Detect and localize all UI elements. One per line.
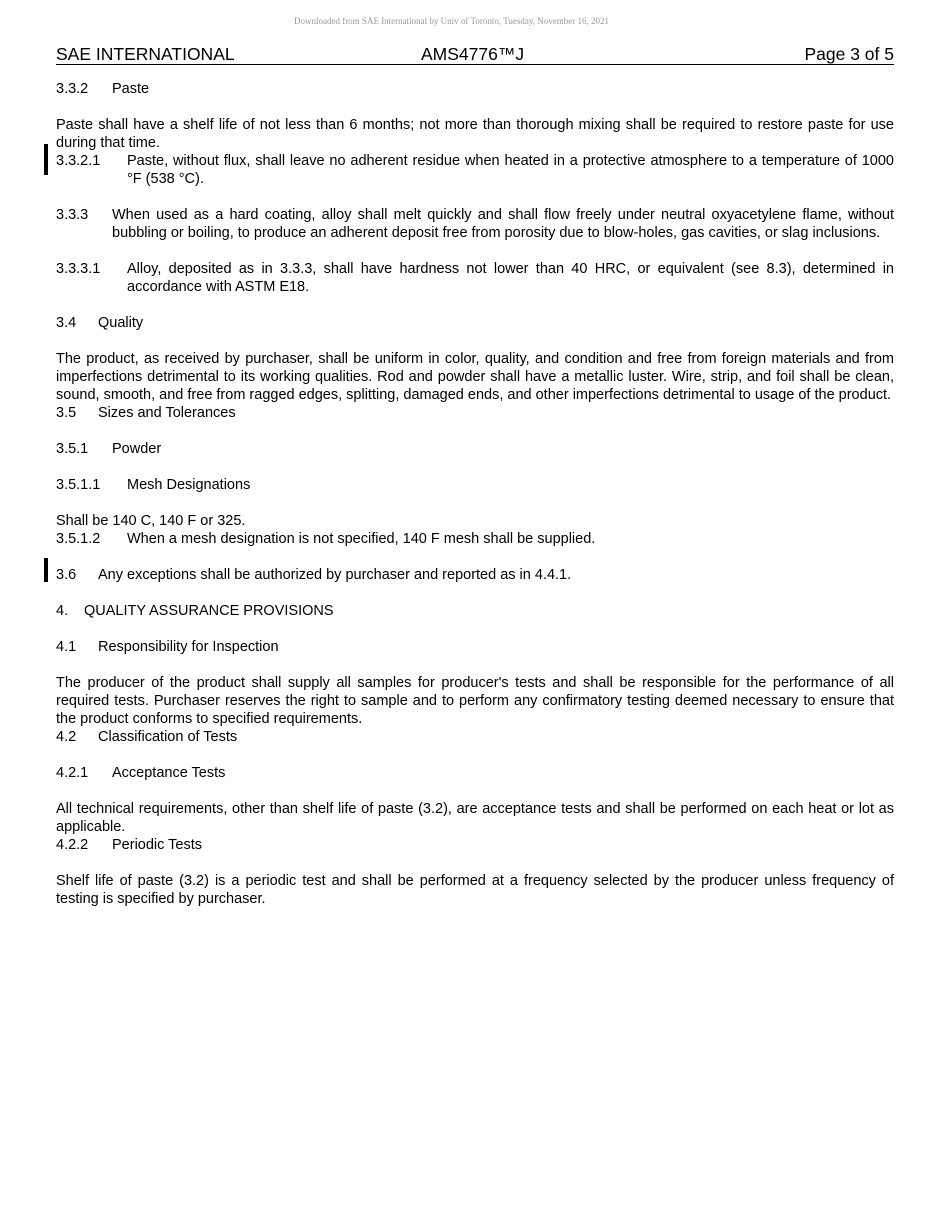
- clause-text: Any exceptions shall be authorized by purchaser and reported as in 4.4.1.: [98, 567, 572, 583]
- section-number: 3.3.3.1: [56, 261, 101, 277]
- heading-3-5-1: [56, 440, 894, 458]
- paragraph-4-2-1: All technical requirements, other than shelf life of paste (3.2), are acceptance tests and shall be performed on each heat or lot as applicable.: [56, 801, 894, 835]
- heading-3-5: [56, 404, 894, 422]
- revision-change-bar: [44, 144, 48, 175]
- section-title: Acceptance Tests: [112, 765, 226, 781]
- heading-4-2-2: [56, 836, 894, 854]
- clause-3-3-2-1: [56, 152, 894, 188]
- section-number: 3.3.2: [56, 81, 89, 97]
- section-title: Sizes and Tolerances: [98, 405, 236, 421]
- heading-3-5-1-1: [56, 476, 894, 494]
- paragraph-3-4: The product, as received by purchaser, shall be uniform in color, quality, and condition and free from foreign materials and from imperfections detrimental to its working qualities. Rod and powder shall have a metallic luster. Wire, strip, and foil shall be clean, sound, smooth, and free from ragged edges, splitting, damaged ends, and other imperfections detrimental to usage of the product.: [56, 351, 894, 403]
- clause-3-5-1-2: [56, 530, 894, 548]
- heading-4-2: [56, 728, 894, 746]
- section-number: 4.: [56, 603, 69, 619]
- section-number: 4.2.1: [56, 765, 89, 781]
- header-organization: SAE INTERNATIONAL: [56, 44, 235, 64]
- section-title: QUALITY ASSURANCE PROVISIONS: [84, 603, 334, 619]
- heading-3-4: [56, 314, 894, 332]
- section-number: 3.3.3: [56, 207, 89, 223]
- section-title: Mesh Designations: [127, 477, 251, 493]
- section-number: 4.2: [56, 729, 77, 745]
- page-header: [56, 44, 894, 65]
- section-title: Paste: [112, 81, 150, 97]
- heading-4-1: [56, 638, 894, 656]
- header-page-number: Page 3 of 5: [804, 44, 894, 64]
- section-title: Powder: [112, 441, 162, 457]
- clause-3-6: [56, 566, 894, 584]
- paragraph-3-3-2: Paste shall have a shelf life of not less than 6 months; not more than thorough mixing shall be required to restore paste for use during that time.: [56, 117, 894, 151]
- heading-4-2-1: [56, 764, 894, 782]
- section-number: 3.5: [56, 405, 77, 421]
- section-number: 3.3.2.1: [56, 153, 101, 169]
- paragraph-4-2-2: Shelf life of paste (3.2) is a periodic test and shall be performed at a frequency selected by the producer unless frequency of testing is specified by purchaser.: [56, 873, 894, 907]
- section-number: 3.4: [56, 315, 77, 331]
- section-title: Responsibility for Inspection: [98, 639, 279, 655]
- section-title: Quality: [98, 315, 144, 331]
- paragraph-3-5-1-1: Shall be 140 C, 140 F or 325.: [56, 513, 246, 529]
- section-number: 3.5.1.1: [56, 477, 101, 493]
- section-number: 4.2.2: [56, 837, 89, 853]
- revision-change-bar: [44, 558, 48, 582]
- paragraph-4-1: The producer of the product shall supply all samples for producer's tests and shall be responsible for the performance of all required tests. Purchaser reserves the right to sample and to perform any confirmatory testing deemed necessary to ensure that the product conforms to specified requirements.: [56, 675, 894, 727]
- clause-text: When used as a hard coating, alloy shall melt quickly and shall flow freely under neutral oxyacetylene flame, without bubbling or boiling, to produce an adherent deposit free from porosity due to blow-holes, gas cavities, or slag inclusions.: [112, 207, 894, 241]
- section-number: 4.1: [56, 639, 77, 655]
- section-title: Periodic Tests: [112, 837, 202, 853]
- section-title: Classification of Tests: [98, 729, 238, 745]
- heading-4: [56, 602, 894, 620]
- header-document-id: AMS4776™J: [421, 44, 525, 64]
- document-body: [56, 80, 894, 908]
- clause-text: When a mesh designation is not specified, 140 F mesh shall be supplied.: [127, 531, 596, 547]
- section-number: 3.6: [56, 567, 77, 583]
- clause-3-3-3: [56, 206, 894, 242]
- clause-3-3-3-1: [56, 260, 894, 296]
- section-number: 3.5.1.2: [56, 531, 101, 547]
- section-number: 3.5.1: [56, 441, 89, 457]
- heading-3-3-2: [56, 80, 894, 98]
- clause-text: Paste, without flux, shall leave no adherent residue when heated in a protective atmosphere to a temperature of 1000 °F (538 °C).: [127, 153, 894, 187]
- download-watermark: Downloaded from SAE International by Univ of Toronto, Tuesday, November 16, 2021: [293, 16, 610, 26]
- clause-text: Alloy, deposited as in 3.3.3, shall have hardness not lower than 40 HRC, or equivalent (see 8.3), determined in accordance with ASTM E18.: [127, 261, 894, 295]
